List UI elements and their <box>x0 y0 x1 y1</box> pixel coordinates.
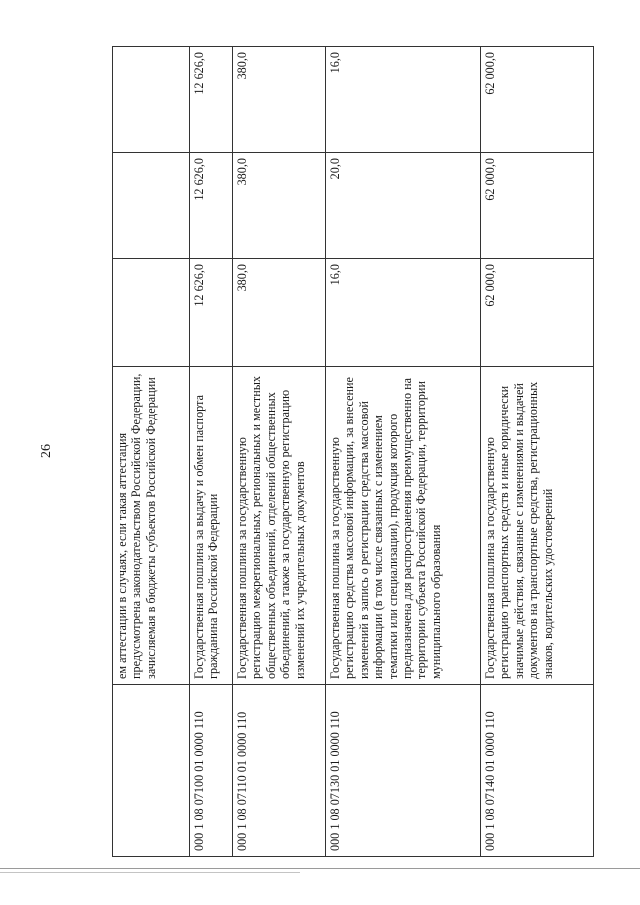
budget-revenue-table <box>112 46 594 857</box>
table-row <box>233 47 326 857</box>
row-code-cell <box>113 685 190 857</box>
row-value-3-cell <box>113 47 190 153</box>
table-row <box>113 47 190 857</box>
table-row <box>190 47 233 857</box>
scan-edge-line <box>0 868 640 869</box>
row-value-2-cell: 20,0 <box>326 153 481 259</box>
row-value-1-cell: 380,0 <box>233 259 326 367</box>
row-code-cell: 000 1 08 07130 01 0000 110 <box>326 685 481 857</box>
table-row <box>326 47 481 857</box>
row-name-cell: Государственная пошлина за выдачу и обмен паспорта гражданина Российской Федерации <box>190 367 233 685</box>
row-code-cell: 000 1 08 07100 01 0000 110 <box>190 685 233 857</box>
row-value-1-cell: 16,0 <box>326 259 481 367</box>
row-value-3-cell: 62 000,0 <box>481 47 594 153</box>
row-value-3-cell: 12 626,0 <box>190 47 233 153</box>
row-code-cell: 000 1 08 07110 01 0000 110 <box>233 685 326 857</box>
row-value-2-cell: 380,0 <box>233 153 326 259</box>
row-name-cell: Государственная пошлина за государственную регистрацию средства массовой информации, за внесение изменений в запись о регистрации средства массовой информации (в том числе связанных с изменением тематики или специализации), продукция которого предназначена для распространения преимущественно на территории субъекта Российской Федерации, территории муниципального образования <box>326 367 481 685</box>
page-number: 26 <box>39 444 54 458</box>
row-value-2-cell <box>113 153 190 259</box>
row-value-1-cell <box>113 259 190 367</box>
row-name-cell: ем аттестации в случаях, если такая аттестация предусмотрена законодательством Российской Федерации, зачисляемая в бюджеты субъектов Российской Федерации <box>113 367 190 685</box>
row-value-3-cell: 16,0 <box>326 47 481 153</box>
row-name-cell: Государственная пошлина за государственную регистрацию межрегиональных, региональных и местных общественных объединений, отделений общественных объединений, а также за государственную регистрацию изменений их учредительных документов <box>233 367 326 685</box>
scan-edge-line <box>0 872 300 873</box>
table-row <box>481 47 594 857</box>
row-value-1-cell: 12 626,0 <box>190 259 233 367</box>
row-name-cell: Государственная пошлина за государственную регистрацию транспортных средств и иные юридически значимые действия, связанные с изменениями и выдачей документов на транспортные средства, регистрационных знаков, водительских удостоверений <box>481 367 594 685</box>
rotated-table-container <box>112 47 622 857</box>
row-value-2-cell: 12 626,0 <box>190 153 233 259</box>
row-value-1-cell: 62 000,0 <box>481 259 594 367</box>
row-code-cell: 000 1 08 07140 01 0000 110 <box>481 685 594 857</box>
row-value-2-cell: 62 000,0 <box>481 153 594 259</box>
row-value-3-cell: 380,0 <box>233 47 326 153</box>
